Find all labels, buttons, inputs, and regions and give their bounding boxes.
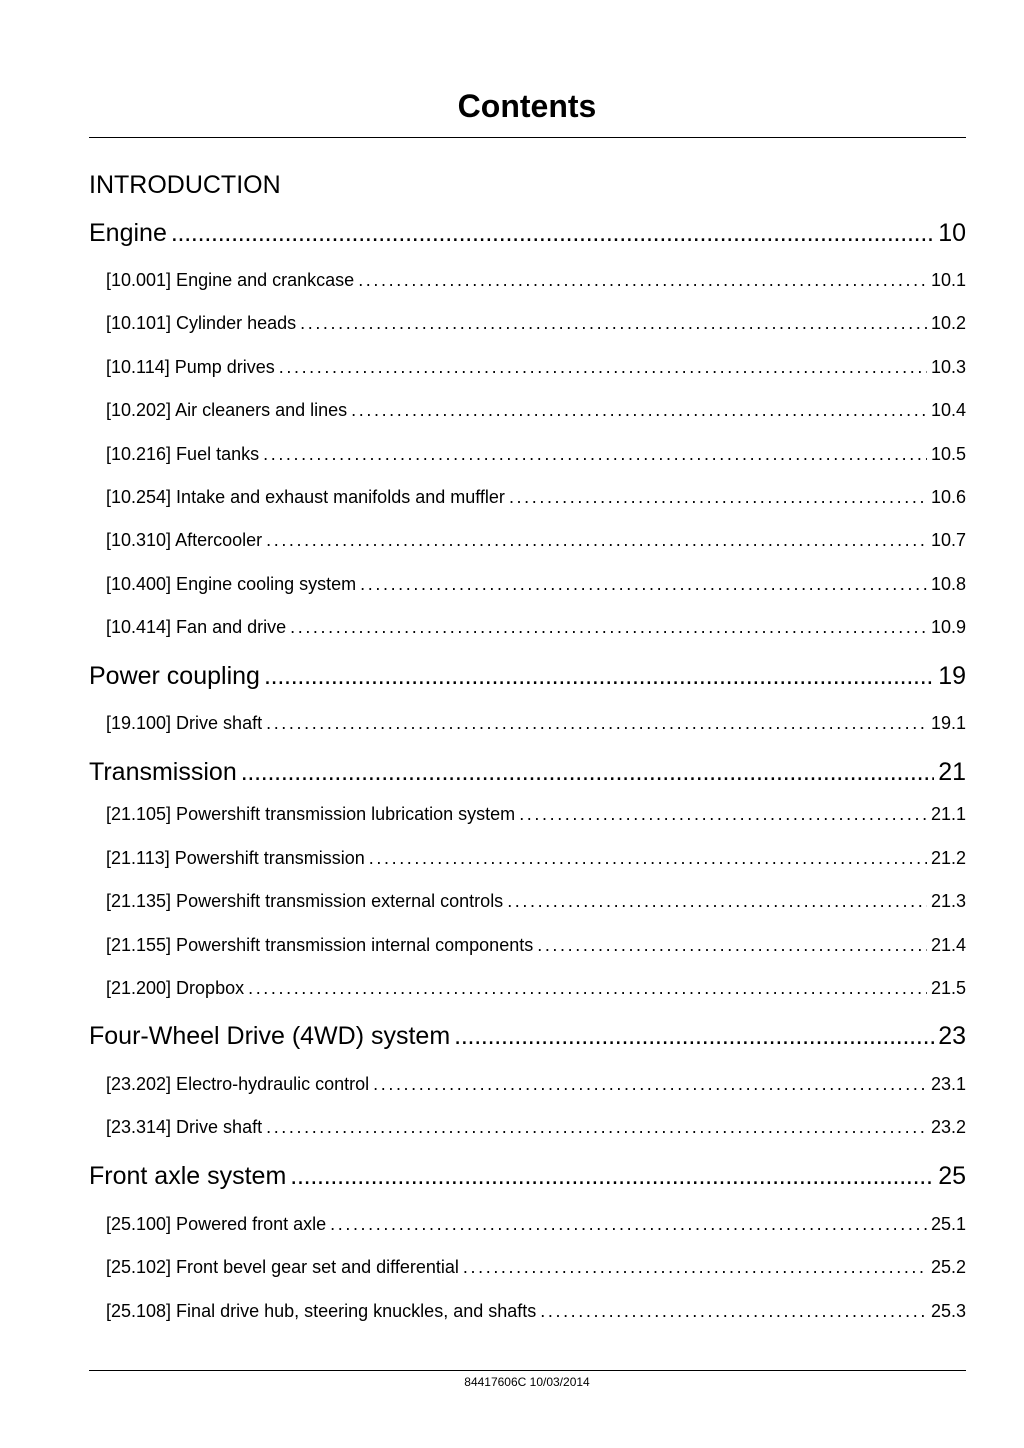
toc-label: [10.414] Fan and drive [106,617,287,637]
toc-label: [21.200] Dropbox [106,978,245,998]
toc-chapter-engine[interactable] [89,218,966,248]
dot-leader [373,1073,927,1095]
toc-section-21-105[interactable] [106,803,966,825]
toc-section-21-200[interactable] [106,977,966,999]
footer-doc-id: 84417606C 10/03/2014 [464,1375,590,1389]
toc-page-number: 19 [938,662,966,690]
toc-label: [25.108] Final drive hub, steering knuckles, and shafts [106,1301,537,1321]
toc-section-21-155[interactable] [106,934,966,956]
dot-leader [540,1300,927,1322]
dot-leader [519,803,927,825]
dot-leader [360,573,927,595]
dot-leader [509,486,927,508]
dot-leader [241,757,934,787]
dot-leader [263,443,927,465]
toc-label: Power coupling [89,662,260,690]
toc-label: [10.310] Aftercooler [106,530,263,550]
toc-label: Transmission [89,758,237,786]
dot-leader [290,616,927,638]
toc-section-10-202[interactable] [106,399,966,421]
toc-page-number: 25 [938,1162,966,1190]
toc-chapter-transmission[interactable] [89,757,966,787]
toc-page-number: 10.6 [930,487,966,507]
dot-leader [507,890,927,912]
dot-leader [266,712,927,734]
toc-section-10-400[interactable] [106,573,966,595]
toc-chapter-4wd-system[interactable] [89,1021,966,1051]
toc-page-number: 10.2 [930,313,966,333]
toc-page-number: 23.1 [930,1074,966,1094]
toc-label: [10.001] Engine and crankcase [106,270,355,290]
dot-leader [330,1213,927,1235]
toc-section-25-102[interactable] [106,1256,966,1278]
toc-section-23-314[interactable] [106,1116,966,1138]
toc-label: [25.102] Front bevel gear set and differential [106,1257,459,1277]
toc-label: [10.254] Intake and exhaust manifolds and muffler [106,487,505,507]
toc-section-10-310[interactable] [106,529,966,551]
toc-label: [23.314] Drive shaft [106,1117,263,1137]
toc-page-number: 10 [938,219,966,247]
footer-divider [89,1370,966,1371]
toc-page-number: 10.4 [930,400,966,420]
toc-page-number: 10.1 [930,270,966,290]
toc-section-10-414[interactable] [106,616,966,638]
toc-label: [10.202] Air cleaners and lines [106,400,348,420]
toc-section-21-113[interactable] [106,847,966,869]
toc-label: Four-Wheel Drive (4WD) system [89,1022,451,1050]
toc-page-number: 21.2 [930,848,966,868]
toc-label: [25.100] Powered front axle [106,1214,327,1234]
toc-label: [10.400] Engine cooling system [106,574,357,594]
dot-leader [279,356,927,378]
toc-section-10-001[interactable] [106,269,966,291]
toc-page-number: 19.1 [930,713,966,733]
toc-page-number: 23 [938,1022,966,1050]
toc-label: Engine [89,219,167,247]
toc-page-number: 10.5 [930,444,966,464]
dot-leader [300,312,927,334]
dot-leader [454,1021,934,1051]
toc-section-10-101[interactable] [106,312,966,334]
toc-label: [21.113] Powershift transmission [106,848,365,868]
toc-label: [19.100] Drive shaft [106,713,263,733]
toc-page-number: 21.5 [930,978,966,998]
dot-leader [264,661,934,691]
toc-page-number: 21.3 [930,891,966,911]
header-divider [89,137,966,138]
toc-label: [21.135] Powershift transmission external controls [106,891,504,911]
toc-page-number: 23.2 [930,1117,966,1137]
toc-page-number: 25.2 [930,1257,966,1277]
dot-leader [537,934,927,956]
toc-section-25-108[interactable] [106,1300,966,1322]
dot-leader [351,399,927,421]
dot-leader [171,218,934,248]
dot-leader [358,269,927,291]
toc-chapter-power-coupling[interactable] [89,661,966,691]
toc-page-number: 21 [938,758,966,786]
toc-section-23-202[interactable] [106,1073,966,1095]
toc-section-25-100[interactable] [106,1213,966,1235]
toc-page-number: 25.3 [930,1301,966,1321]
toc-label: [10.114] Pump drives [106,357,275,377]
dot-leader [290,1161,934,1191]
toc-page-number: 10.9 [930,617,966,637]
toc-page-number: 10.8 [930,574,966,594]
toc-label: [23.202] Electro-hydraulic control [106,1074,370,1094]
toc-page-number: 25.1 [930,1214,966,1234]
toc-label: Front axle system [89,1162,287,1190]
toc-label: [21.105] Powershift transmission lubrication system [106,804,516,824]
toc-section-19-100[interactable] [106,712,966,734]
toc-chapter-front-axle-system[interactable] [89,1161,966,1191]
toc-label: [10.101] Cylinder heads [106,313,297,333]
dot-leader [248,977,927,999]
toc-section-21-135[interactable] [106,890,966,912]
toc-section-10-216[interactable] [106,443,966,465]
dot-leader [266,1116,927,1138]
dot-leader [463,1256,927,1278]
dot-leader [369,847,927,869]
toc-page-number: 21.4 [930,935,966,955]
toc-page-number: 10.3 [930,357,966,377]
toc-label: [21.155] Powershift transmission internal components [106,935,534,955]
toc-page-number: 10.7 [930,530,966,550]
page-title: Contents [457,88,597,124]
dot-leader [266,529,927,551]
toc-section-10-254[interactable] [106,486,966,508]
introduction-heading[interactable]: INTRODUCTION [89,171,281,199]
toc-page-number: 21.1 [930,804,966,824]
toc-label: [10.216] Fuel tanks [106,444,260,464]
toc-section-10-114[interactable] [106,356,966,378]
